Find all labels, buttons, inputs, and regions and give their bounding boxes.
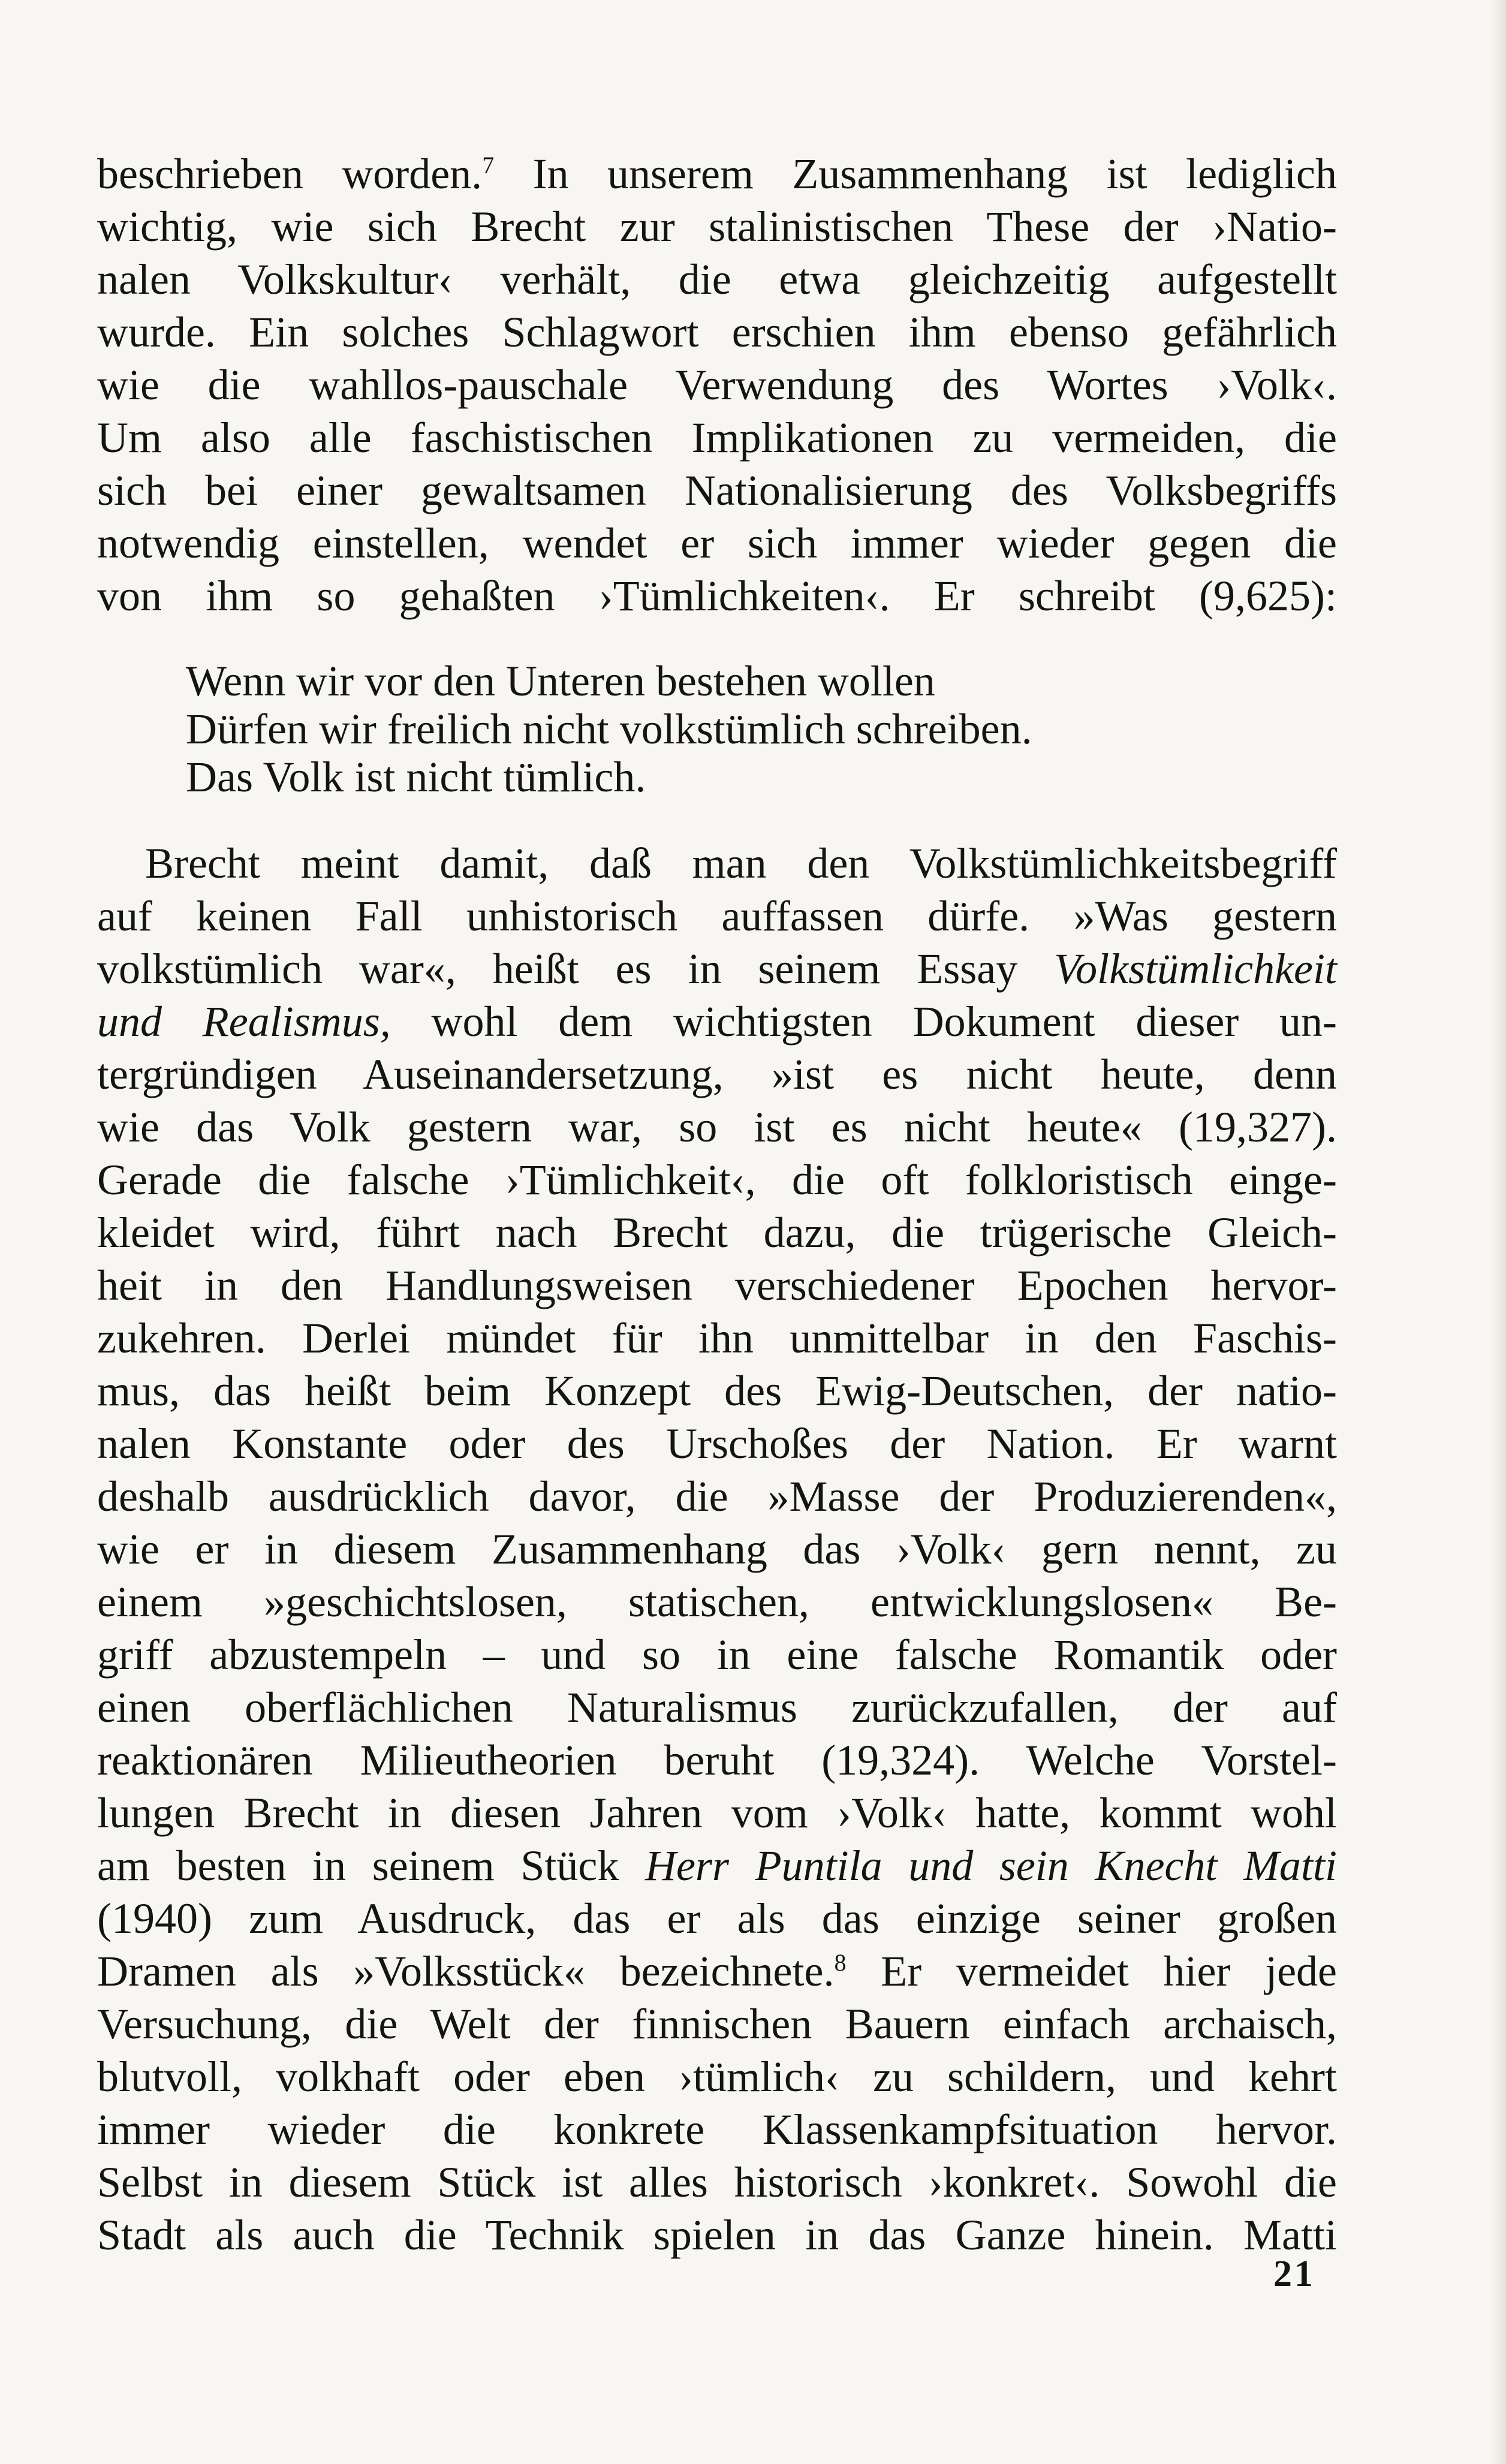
text-line: Selbst in diesem Stück ist alles historisch ›konkret‹. Sowohl die (97, 2158, 1337, 2206)
italic-title: Volkstümlichkeit (1054, 945, 1337, 993)
text-line: einen oberflächlichen Naturalismus zurückzufallen, der auf (97, 1683, 1337, 1731)
text-line: einem »geschichtslosen, statischen, entwicklungslosen« Be- (97, 1578, 1337, 1626)
text-segment: volkstümlich war«, heißt es in seinem Essay (97, 945, 1055, 993)
text-line: heit in den Handlungsweisen verschiedener Epochen hervor- (97, 1261, 1337, 1309)
text-segment: Dramen als »Volksstück« bezeichnete. (97, 1947, 835, 1995)
verse-line: Das Volk ist nicht tümlich. (186, 753, 646, 801)
text-line: Stadt als auch die Technik spielen in das Ganze hinein. Matti (97, 2211, 1337, 2259)
text-line: sich bei einer gewaltsamen Nationalisierung des Volksbegriffs (97, 466, 1337, 514)
text-line: mus, das heißt beim Konzept des Ewig-Deutschen, der natio- (97, 1367, 1337, 1415)
text-line: lungen Brecht in diesen Jahren vom ›Volk‹ hatte, kommt wohl (97, 1789, 1337, 1837)
text-line: zukehren. Derlei mündet für ihn unmittelbar in den Faschis- (97, 1314, 1337, 1362)
text-line: reaktionären Milieutheorien beruht (19,324). Welche Vorstel- (97, 1736, 1337, 1784)
text-line: tergründigen Auseinandersetzung, »ist es nicht heute, denn (97, 1050, 1337, 1098)
page-edge-shadow (1490, 0, 1506, 2464)
paragraph-1 (97, 147, 1337, 622)
text-line: Gerade die falsche ›Tümlichkeit‹, die oft folkloristisch einge- (97, 1156, 1337, 1204)
italic-title: und Realismus, (97, 998, 391, 1046)
text-line: Versuchung, die Welt der finnischen Bauern einfach archaisch, (97, 2000, 1337, 2048)
verse-line: Wenn wir vor den Unteren bestehen wollen (186, 657, 935, 705)
text-line (97, 1839, 1337, 1892)
text-line: griff abzustempeln – und so in eine falsche Romantik oder (97, 1631, 1337, 1679)
text-line: von ihm so gehaßten ›Tümlichkeiten‹. Er schreibt (9,625): (97, 572, 1337, 620)
text-line: Brecht meint damit, daß man den Volkstümlichkeitsbegriff (145, 839, 1337, 887)
text-line: blutvoll, volkhaft oder eben ›tümlich‹ zu schildern, und kehrt (97, 2053, 1337, 2101)
text-line: kleidet wird, führt nach Brecht dazu, die trügerische Gleich- (97, 1209, 1337, 1257)
text-line: wurde. Ein solches Schlagwort erschien ihm ebenso gefährlich (97, 308, 1337, 356)
text-line: wie er in diesem Zusammenhang das ›Volk‹ gern nennt, zu (97, 1525, 1337, 1573)
text-line: wie das Volk gestern war, so ist es nicht heute« (19,327). (97, 1103, 1337, 1151)
footnote-marker: 8 (834, 1949, 847, 1976)
text-segment: beschrieben worden. (97, 150, 483, 198)
text-segment: wohl dem wichtigsten Dokument dieser un- (390, 998, 1337, 1046)
paragraph-2 (97, 837, 1337, 2261)
text-line (97, 995, 1337, 1048)
text-line: deshalb ausdrücklich davor, die »Masse der Produzierenden«, (97, 1472, 1337, 1520)
text-line: nalen Volkskultur‹ verhält, die etwa gleichzeitig aufgestellt (97, 255, 1337, 303)
text-line (97, 1945, 1337, 1998)
text-line: nalen Konstante oder des Urschoßes der Nation. Er warnt (97, 1420, 1337, 1468)
text-line (97, 942, 1337, 995)
italic-title: Herr Puntila und sein Knecht Matti (644, 1842, 1337, 1890)
page-number: 21 (1273, 2254, 1315, 2294)
text-segment: Er vermeidet hier jede (846, 1947, 1338, 1995)
text-line (97, 147, 1337, 200)
verse-line: Dürfen wir freilich nicht volkstümlich schreiben. (186, 705, 1032, 753)
verse-quotation (186, 657, 1325, 801)
text-line: immer wieder die konkrete Klassenkampfsituation hervor. (97, 2105, 1337, 2153)
footnote-marker: 7 (482, 152, 495, 179)
text-segment: In unserem Zusammenhang ist lediglich (494, 150, 1337, 198)
text-line: (1940) zum Ausdruck, das er als das einzige seiner großen (97, 1894, 1337, 1942)
text-line: auf keinen Fall unhistorisch auffassen dürfe. »Was gestern (97, 892, 1337, 940)
text-line: wichtig, wie sich Brecht zur stalinistischen These der ›Natio- (97, 203, 1337, 251)
text-segment: am besten in seinem Stück (97, 1842, 645, 1890)
text-line: notwendig einstellen, wendet er sich immer wieder gegen die (97, 519, 1337, 567)
text-line: Um also alle faschistischen Implikationen zu vermeiden, die (97, 414, 1337, 462)
text-line: wie die wahllos-pauschale Verwendung des Wortes ›Volk‹. (97, 361, 1337, 409)
